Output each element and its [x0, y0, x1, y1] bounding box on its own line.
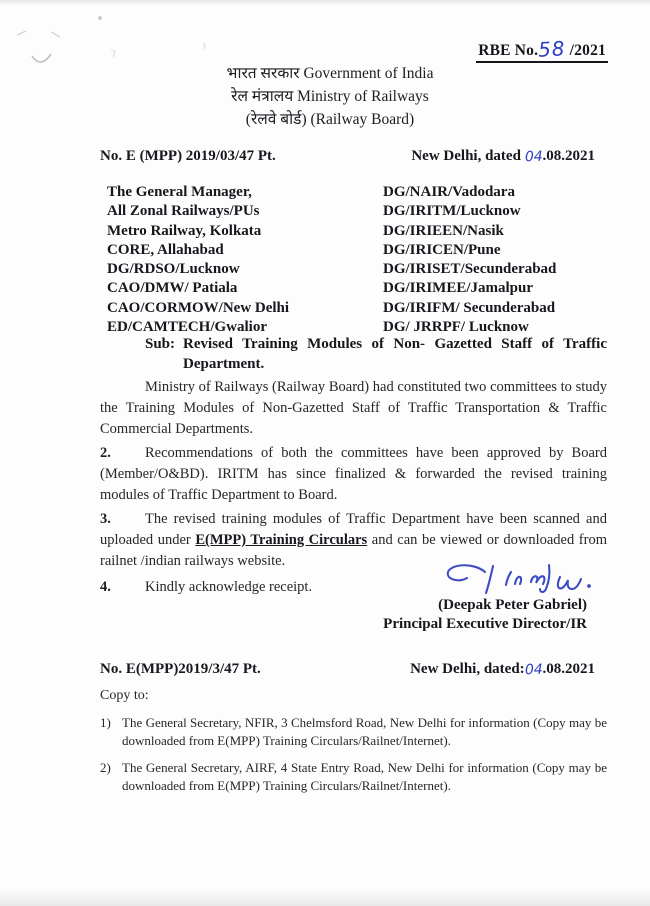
file-number-bottom: No. E(MPP)2019/3/47 Pt. [100, 661, 261, 677]
rbe-year: /2021 [565, 42, 606, 59]
signatory-block [383, 596, 587, 633]
reference-row-top [100, 148, 595, 165]
letterhead [10, 64, 650, 133]
addressee-line: DG/ JRRPF/ Lucknow [383, 319, 529, 336]
addressees-right-column [383, 183, 556, 337]
scan-speck-tick [202, 42, 207, 50]
paragraph-4-text: Kindly acknowledge receipt. [145, 579, 313, 595]
place-date-prefix-top: New Delhi, dated [411, 148, 525, 164]
place-date-prefix-bottom: New Delhi, dated: [410, 661, 525, 677]
letterhead-line-ministry: रेल मंत्रालय Ministry of Railways [231, 88, 429, 105]
letterhead-line-board: (रेलवे बोर्ड) (Railway Board) [245, 111, 415, 128]
paragraph-4-number: 4. [100, 579, 111, 595]
place-date-bottom [410, 661, 595, 678]
date-rest-bottom: .08.2021 [542, 661, 595, 677]
pencil-mark-tick-right [50, 31, 62, 39]
paragraph-2-text: Recommendations of both the committees have been approved by Board (Member/O&BD). IRITM has since finalized & forwarded the revised training modules of Traffic Department to Board. [100, 445, 607, 503]
paragraph-1: Ministry of Railways (Railway Board) had constituted two committees to study the Training Modules of Non-Gazetted Staff of Traffic Transportation & Traffic Commercial Departments. [100, 379, 607, 437]
paragraph-2 [100, 443, 607, 506]
subject-line [145, 334, 607, 374]
copy-to-item [100, 759, 607, 794]
paragraph-3-text-before: The revised training modules of Traffic Department have been scanned and uploaded under [100, 511, 607, 548]
rbe-number-handwritten: 58 [537, 36, 567, 62]
copy-to-item-number: 1) [100, 715, 111, 730]
scan-speck-dot [97, 15, 103, 21]
rbe-number-line [476, 36, 608, 63]
date-rest-top: .08.2021 [542, 148, 595, 164]
addressee-line: DG/IRITM/Lucknow [383, 203, 521, 220]
signatory-title: Principal Executive Director/IR [383, 615, 587, 632]
addressee-line: All Zonal Railways/PUs [107, 203, 260, 220]
signatory-name: (Deepak Peter Gabriel) [438, 597, 587, 613]
copy-to-item-text: The General Secretary, AIRF, 4 State Entry Road, New Delhi for information (Copy may be downloaded from E(MPP) Training Circulars/Railnet/Internet). [122, 760, 607, 793]
addressee-line: CAO/CORMOW/New Delhi [107, 299, 290, 316]
training-circulars-emphasis: E(MPP) Training Circulars [195, 532, 368, 548]
paragraph-2-number: 2. [100, 445, 111, 461]
copy-to-item-text: The General Secretary, NFIR, 3 Chelmsford Road, New Delhi for information (Copy may be downloaded from E(MPP) Training Circulars/Railnet/Internet). [122, 715, 607, 748]
copy-to-item-number: 2) [100, 760, 111, 776]
pencil-mark-tick-left [16, 30, 28, 38]
addressee-line: The General Manager, [107, 184, 252, 200]
addressee-line: DG/NAIR/Vadodara [383, 184, 515, 200]
subject-text: Revised Training Modules of Non- Gazetted Staff of Traffic Department. [183, 336, 607, 372]
copy-to-item [100, 714, 607, 749]
reference-row-bottom [100, 661, 595, 678]
file-number-top: No. E (MPP) 2019/03/47 Pt. [100, 148, 276, 164]
addressee-line: DG/IRIEEN/Nasik [383, 222, 504, 239]
addressee-line: DG/IRIMEE/Jamalpur [383, 280, 534, 297]
addressee-line: CAO/DMW/ Patiala [107, 280, 238, 297]
paragraph-3-text-after: and can be viewed or downloaded from railnet /indian railways website. [100, 532, 607, 569]
addressees-left-column [107, 183, 289, 337]
addressee-line: ED/CAMTECH/Gwalior [107, 319, 267, 336]
scan-speck-small [110, 49, 116, 58]
copy-to-label: Copy to: [100, 688, 149, 703]
rbe-label: RBE No. [478, 42, 539, 59]
addressee-line: DG/RDSO/Lucknow [107, 261, 240, 278]
subject-label: Sub: [145, 336, 176, 352]
date-day-handwritten-top: 04 [524, 148, 543, 166]
copy-to-list [100, 714, 607, 804]
addressee-line: DG/IRISET/Secunderabad [383, 261, 557, 278]
place-date-top [411, 148, 595, 165]
paragraph-3-number: 3. [100, 511, 111, 527]
letterhead-line-government: भारत सरकार Government of India [226, 65, 434, 82]
addressee-line: DG/IRIFM/ Secunderabad [383, 299, 556, 316]
addressee-line: DG/IRICEN/Pune [383, 241, 501, 258]
addressee-line: Metro Railway, Kolkata [107, 222, 262, 239]
date-day-handwritten-bottom: 04 [524, 661, 543, 679]
addressee-line: CORE, Allahabad [107, 241, 224, 258]
